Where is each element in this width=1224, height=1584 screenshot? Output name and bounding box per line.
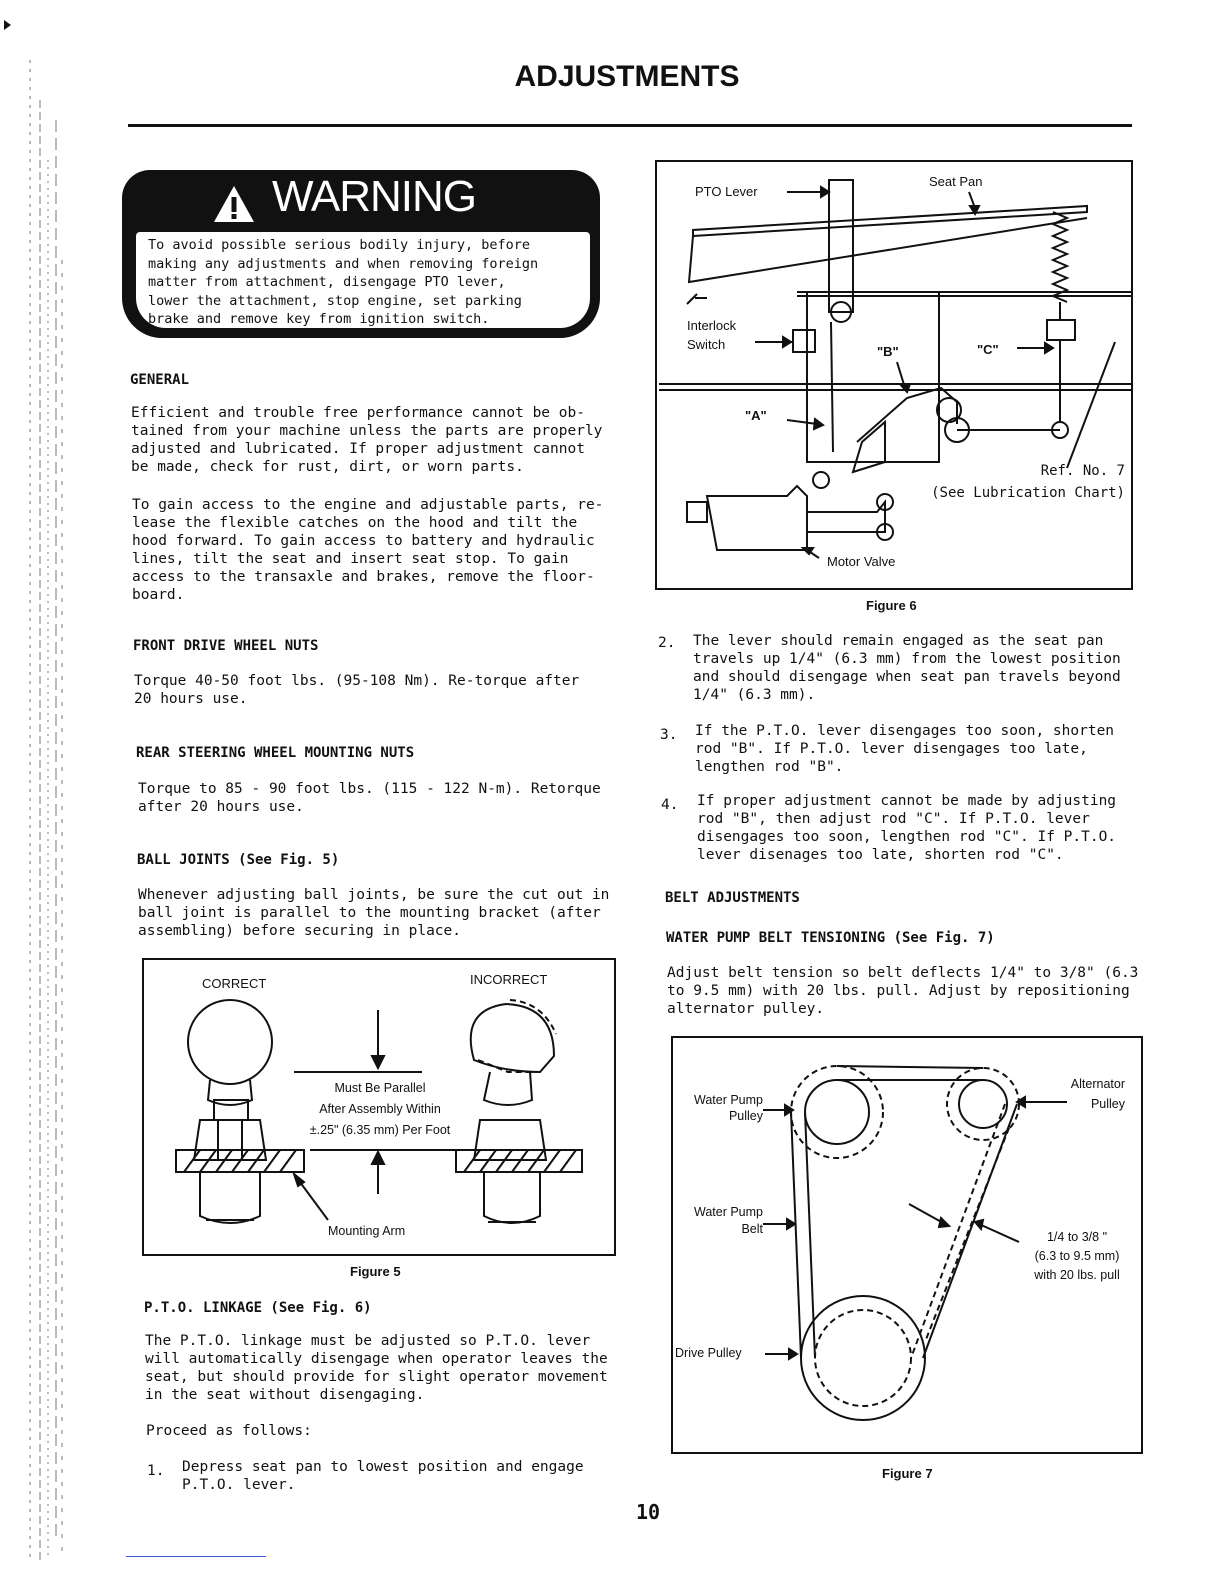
warning-text: To avoid possible serious bodily injury, before making any adjustments and when removing foreign matter from attachment, disengage PTO lever, lower the attachment, stop engine, set parking brake and remove key from ignition switch. (136, 232, 590, 328)
ball-joints-text: Whenever adjusting ball joints, be sure the cut out in ball joint is parallel to the mounting bracket (after assembling) before securing in place. (138, 887, 610, 939)
warning-box (122, 170, 600, 338)
figure-6-caption: Figure 6 (866, 598, 917, 613)
page-number: 10 (636, 1500, 661, 1524)
ball-joints-heading: BALL JOINTS (See Fig. 5) (137, 852, 340, 868)
fig7-drive-pulley: Drive Pulley (675, 1346, 742, 1360)
water-pump-heading: WATER PUMP BELT TENSIONING (See Fig. 7) (666, 930, 995, 946)
fig5-correct-label: CORRECT (202, 976, 267, 991)
warning-header: WARNING (272, 172, 477, 221)
figure-5 (142, 958, 616, 1256)
step-1-number: 1. (147, 1463, 165, 1479)
fig6-interlock-switch: Interlock Switch (687, 318, 737, 352)
general-heading: GENERAL (130, 372, 190, 388)
step-1-text: Depress seat pan to lowest position and engage P.T.O. lever. (182, 1459, 584, 1493)
step-4-text: If proper adjustment cannot be made by adjusting rod "B", then adjust rod "C". If P.T.O. lever disengages too soon, lengthen rod "C". If P.T.O. lever disenages too late, shorten rod "C". (697, 793, 1117, 863)
corner-mark (4, 20, 11, 30)
belt-adjustments-heading: BELT ADJUSTMENTS (665, 890, 800, 906)
pto-linkage-text: The P.T.O. linkage must be adjusted so P.T.O. lever will automatically disengage when operator leaves the seat, but should provide for slight operator movement in the seat without disengaging. (145, 1333, 608, 1403)
figure-6 (655, 160, 1133, 590)
pto-linkage-drawing (657, 162, 1131, 588)
step-2-number: 2. (658, 635, 676, 651)
proceed-text: Proceed as follows: (146, 1423, 312, 1439)
fig7-alternator-pulley: Alternator Pulley (1070, 1077, 1125, 1111)
warning-triangle-icon (212, 184, 256, 224)
fig6-rod-c: "C" (977, 342, 999, 357)
rear-steering-heading: REAR STEERING WHEEL MOUNTING NUTS (136, 745, 415, 761)
step-3-text: If the P.T.O. lever disengages too soon, shorten rod "B". If P.T.O. lever disengages too late, lengthen rod "B". (695, 723, 1115, 775)
fig6-rod-a: "A" (745, 408, 767, 423)
fig5-mounting-arm: Mounting Arm (328, 1224, 406, 1238)
page-title: ADJUSTMENTS (514, 60, 740, 93)
fig6-motor-valve: Motor Valve (827, 554, 896, 569)
pto-linkage-heading: P.T.O. LINKAGE (See Fig. 6) (144, 1300, 372, 1316)
binding-edge-marks (18, 60, 68, 1560)
fig7-deflection: 1/4 to 3/8 " (6.3 to 9.5 mm) with 20 lbs. pull (1034, 1230, 1120, 1282)
title-rule (128, 124, 1132, 127)
figure-7 (671, 1036, 1143, 1454)
general-paragraph-1: Efficient and trouble free performance cannot be ob- tained from your machine unless the parts are properly adjusted and lubricated. If proper adjustment cannot be made, check for rust, dirt, or worn parts. (131, 405, 603, 475)
fig5-parallel-note: Must Be Parallel After Assembly Within ±.25" (6.35 mm) Per Foot (309, 1081, 451, 1137)
figure-7-caption: Figure 7 (882, 1466, 933, 1481)
fig6-rod-b: "B" (877, 344, 899, 359)
fig5-incorrect-label: INCORRECT (470, 972, 548, 987)
bottom-rule (126, 1556, 266, 1557)
general-paragraph-2: To gain access to the engine and adjustable parts, re- lease the flexible catches on the hood and tilt the hood forward. To gain access to battery and hydraulic lines, tilt the seat and insert seat stop. To gain access to the transaxle and brakes, remove the floor- board. (132, 497, 604, 603)
water-pump-text: Adjust belt tension so belt deflects 1/4" to 3/8" (6.3 to 9.5 mm) with 20 lbs. pull. Adjust by repositioning alternator pulley. (667, 965, 1139, 1017)
fig6-seat-pan: Seat Pan (929, 174, 983, 189)
front-drive-heading: FRONT DRIVE WHEEL NUTS (133, 638, 319, 654)
ball-joint-drawing (144, 960, 614, 1254)
fig7-water-pump-pulley: Water Pump Pulley (693, 1093, 763, 1123)
step-2-text: The lever should remain engaged as the seat pan travels up 1/4" (6.3 mm) from the lowest position and should disengage when seat pan travels beyond 1/4" (6.3 mm). (693, 633, 1121, 703)
figure-5-caption: Figure 5 (350, 1264, 401, 1279)
rear-steering-text: Torque to 85 - 90 foot lbs. (115 - 122 N-m). Retorque after 20 hours use. (138, 781, 601, 815)
fig7-water-pump-belt: Water Pump Belt (693, 1205, 763, 1236)
fig6-pto-lever: PTO Lever (695, 184, 758, 199)
front-drive-text: Torque 40-50 foot lbs. (95-108 Nm). Re-torque after 20 hours use. (134, 673, 580, 707)
step-3-number: 3. (660, 727, 678, 743)
step-4-number: 4. (661, 797, 679, 813)
fig6-ref-no: Ref. No. 7 (See Lubrication Chart) (931, 463, 1125, 501)
